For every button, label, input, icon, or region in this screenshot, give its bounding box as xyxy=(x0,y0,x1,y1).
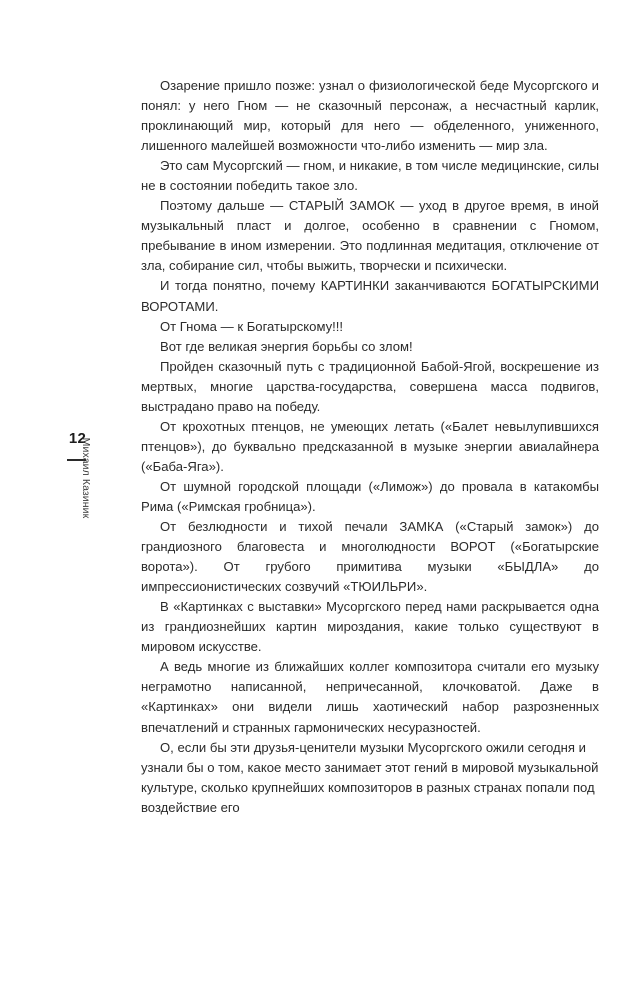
paragraph: Озарение пришло позже: узнал о физиологической беде Мусоргского и понял: у него Гном — не сказочный персонаж, а несчастный карлик, проклинающий мир, который для него — обделенного, униженного, лишенного малейшей возможности что-либо изменить — мир зла. xyxy=(141,78,599,154)
paragraph: Это сам Мусоргский — гном, и никакие, в том числе медицинские, силы не в состоянии победить такое зло. xyxy=(141,158,599,194)
page-number: 12 xyxy=(68,430,86,447)
paragraph: От крохотных птенцов, не умеющих летать («Балет невылупившихся птенцов»), до буквально предсказанной в музыке энергии авиалайнера («Баба-Яга»). xyxy=(141,418,599,474)
running-head-author: Михаил Казиник xyxy=(80,437,92,519)
paragraph: О, если бы эти друзья-ценители музыки Мусоргского ожили сегодня и узнали бы о том, какое место занимает этот гений в мировой музыкальной культуре, сколько крупнейших композиторов в разных странах попали под воздействие его xyxy=(141,739,599,815)
paragraph: А ведь многие из ближайших коллег композитора считали его музыку неграмотно написанной, непричесанной, клочковатой. Даже в «Картинках» они видели лишь хаотический набор разрозненных впечатлений и странных гармонических несуразностей. xyxy=(141,659,599,735)
paragraph: И тогда понятно, почему КАРТИНКИ заканчиваются БОГАТЫРСКИМИ ВОРОТАМИ. xyxy=(141,278,599,314)
paragraph: От безлюдности и тихой печали ЗАМКА («Старый замок») до грандиозного благовеста и многолюдности ВОРОТ («Богатырские ворота»). От грубого примитива музыки «БЫДЛА» до импрессионистических созвучий «ТЮИЛЬРИ». xyxy=(141,519,599,595)
paragraph: От Гнома — к Богатырскому!!! xyxy=(159,318,344,334)
paragraph: От шумной городской площади («Лимож») до провала в катакомбы Рима («Римская гробница»). xyxy=(141,478,599,514)
paragraph: Вот где великая энергия борьбы со злом! xyxy=(159,338,413,354)
paragraph: Пройден сказочный путь с традиционной Бабой-Ягой, воскрешение из мертвых, многие царства-государства, совершена масса подвигов, выстрадано право на победу. xyxy=(141,358,599,414)
paragraph: В «Картинках с выставки» Мусоргского перед нами раскрывается одна из грандиознейших картин мироздания, какие только существуют в мировом искусстве. xyxy=(141,599,599,655)
body-text-column xyxy=(141,76,599,818)
page-margin-furniture xyxy=(0,0,120,1000)
paragraph: Поэтому дальше — СТАРЫЙ ЗАМОК — уход в другое время, в иной музыкальный пласт и долгое, особенно в сравнении с Гномом, пребывание в ином измерении. Это подлинная медитация, отключение от зла, собирание сил, чтобы выжить, творчески и психически. xyxy=(141,198,599,274)
